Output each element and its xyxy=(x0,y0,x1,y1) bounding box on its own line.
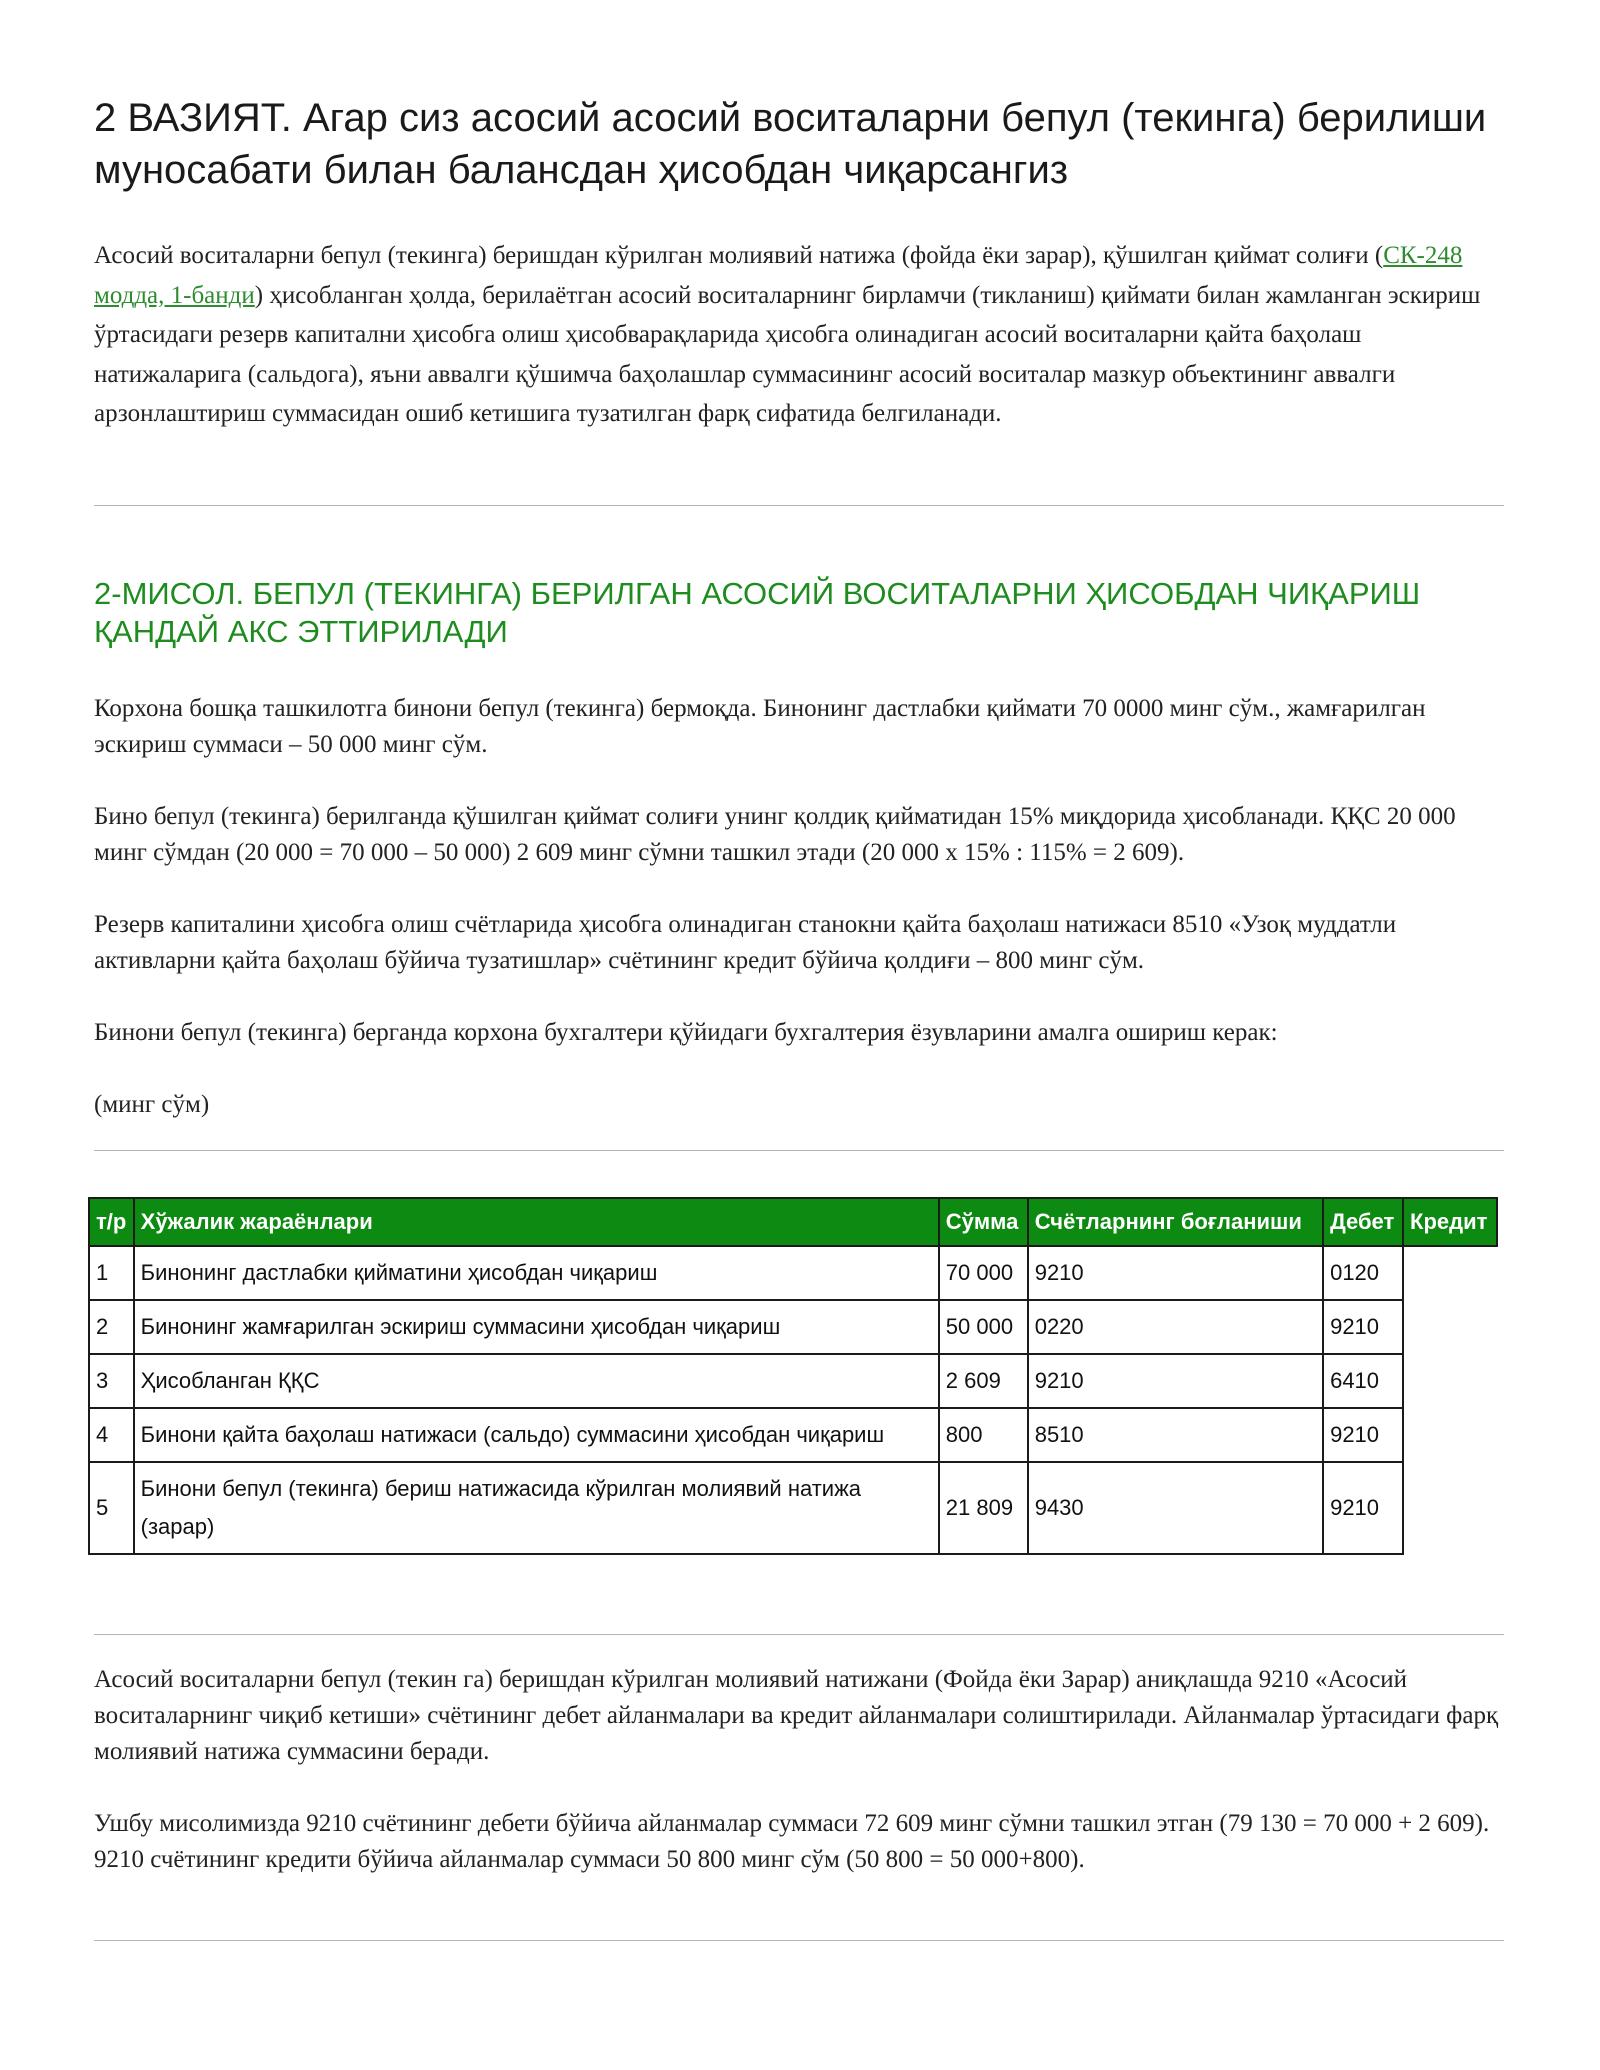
row-operation: Бинонинг дастлабки қийматини ҳисобдан чиқариш xyxy=(134,1246,939,1300)
row-debit: 9430 xyxy=(1028,1462,1323,1554)
header-num: т/р xyxy=(89,1198,134,1246)
entries-table xyxy=(88,1197,1498,1555)
example-paragraph-4: Бинони бепул (текинга) берганда корхона бухгалтери қўйидаги бухгалтерия ёзувларини амалга ошириш керак: xyxy=(94,1019,1278,1046)
row-empty xyxy=(1403,1462,1497,1554)
row-sum: 21 809 xyxy=(939,1462,1028,1554)
divider xyxy=(94,505,1504,506)
table-row xyxy=(89,1408,1497,1462)
row-empty xyxy=(1403,1408,1497,1462)
intro-text-end: ) ҳисобланган ҳолда, берилаётган асосий воситаларнинг бирламчи (тикланиш) қиймати билан жамланган эскириш ўртасидаги резерв капитални ҳисобга олиш ҳисобварақларида ҳисобга олинадиган асосий воситаларни қайта баҳолаш натижаларига (сальдога), яъни аввалги қўшимча баҳолашлар суммасининг асосий воситалар мазкур объектининг аввалги арзонлаштириш суммасидан ошиб кетишига тузатилган фарқ сифатида белгиланади. xyxy=(94,281,1481,427)
row-empty xyxy=(1403,1300,1497,1354)
tax-code-link[interactable]: СК-248 модда, 1-банди xyxy=(94,242,1463,309)
row-empty xyxy=(1403,1354,1497,1408)
row-sum: 800 xyxy=(939,1408,1028,1462)
table-header-row xyxy=(89,1198,1497,1246)
row-credit: 6410 xyxy=(1323,1354,1403,1408)
row-operation: Бинонинг жамғарилган эскириш суммасини ҳисобдан чиқариш xyxy=(134,1300,939,1354)
row-operation: Ҳисобланган ҚҚС xyxy=(134,1354,939,1408)
row-empty xyxy=(1403,1246,1497,1300)
page-title: 2 ВАЗИЯТ. Агар сиз асосий асосий воситаларни бепул (текинга) берилиши муносабати билан балансдан ҳисобдан чиқарсангиз xyxy=(94,96,1487,192)
row-debit: 0220 xyxy=(1028,1300,1323,1354)
row-operation: Бинони қайта баҳолаш натижаси (сальдо) суммасини ҳисобдан чиқариш xyxy=(134,1408,939,1462)
conclusion-paragraph-2: Ушбу мисолимизда 9210 счётининг дебети бўйича айланмалар суммаси 72 609 минг сўмни ташкил этган (79 130 = 70 000 + 2 609). 9210 счётининг кредити бўйича айланмалар суммаси 50 800 минг сўм (50 800 = 50 000+800). xyxy=(94,1810,1490,1873)
header-debit: Дебет xyxy=(1323,1198,1403,1246)
divider xyxy=(94,1634,1504,1635)
row-debit: 9210 xyxy=(1028,1246,1323,1300)
intro-text-start: Асосий воситаларни бепул (текинга) беришдан кўрилган молиявий натижа (фойда ёки зарар), қўшилган қиймат солиғи ( xyxy=(94,242,1384,269)
unit-note: (минг сўм) xyxy=(94,1091,210,1118)
example-paragraph-1: Корхона бошқа ташкилотга бинони бепул (текинга) бермоқда. Бинонинг дастлабки қиймати 70 0000 минг сўм., жамғарилган эскириш суммаси – 50 000 минг сўм. xyxy=(94,695,1426,758)
row-sum: 70 000 xyxy=(939,1246,1028,1300)
row-num: 4 xyxy=(89,1408,134,1462)
row-credit: 9210 xyxy=(1323,1300,1403,1354)
table-row xyxy=(89,1300,1497,1354)
row-sum: 2 609 xyxy=(939,1354,1028,1408)
conclusion-paragraph-1: Асосий воситаларни бепул (текин га) беришдан кўрилган молиявий натижани (Фойда ёки Зарар) аниқлашда 9210 «Асосий воситаларнинг чиқиб кетиши» счётининг дебет айланмалари ва кредит айланмалари солиштирилади. Айланмалар ўртасидаги фарқ молиявий натижа суммасини беради. xyxy=(94,1666,1499,1765)
table-row xyxy=(89,1462,1497,1554)
row-credit: 9210 xyxy=(1323,1408,1403,1462)
header-credit: Кредит xyxy=(1403,1198,1497,1246)
row-num: 3 xyxy=(89,1354,134,1408)
row-credit: 0120 xyxy=(1323,1246,1403,1300)
row-debit: 9210 xyxy=(1028,1354,1323,1408)
table-row xyxy=(89,1354,1497,1408)
example-paragraph-2: Бино бепул (текинга) берилганда қўшилган қиймат солиғи унинг қолдиқ қийматидан 15% миқдорида ҳисобланади. ҚҚС 20 000 минг сўмдан (20 000 = 70 000 – 50 000) 2 609 минг сўмни ташкил этади (20 000 х 15% : 115% = 2 609). xyxy=(94,803,1456,866)
row-sum: 50 000 xyxy=(939,1300,1028,1354)
table-row xyxy=(89,1246,1497,1300)
row-operation: Бинони бепул (текинга) бериш натижасида кўрилган молиявий натижа (зарар) xyxy=(134,1462,939,1554)
intro-paragraph xyxy=(94,236,1504,434)
divider xyxy=(94,1150,1504,1151)
row-num: 5 xyxy=(89,1462,134,1554)
example-paragraph-3: Резерв капиталини ҳисобга олиш счётларида ҳисобга олинадиган станокни қайта баҳолаш натижаси 8510 «Узоқ муддатли активларни қайта баҳолаш бўйича тузатишлар» счётининг кредит бўйича қолдиғи – 800 минг сўм. xyxy=(94,911,1397,974)
header-sum: Сўмма xyxy=(939,1198,1028,1246)
row-num: 1 xyxy=(89,1246,134,1300)
header-accounts: Счётларнинг боғланиши xyxy=(1028,1198,1323,1246)
row-num: 2 xyxy=(89,1300,134,1354)
header-operations: Хўжалик жараёнлари xyxy=(134,1198,939,1246)
row-debit: 8510 xyxy=(1028,1408,1323,1462)
example-heading: 2-МИСОЛ. БЕПУЛ (ТЕКИНГА) БЕРИЛГАН АСОСИЙ ВОСИТАЛАРНИ ҲИСОБДАН ЧИҚАРИШ ҚАНДАЙ АКС ЭТТИРИЛАДИ xyxy=(94,576,1421,649)
divider xyxy=(94,1940,1504,1941)
row-credit: 9210 xyxy=(1323,1462,1403,1554)
